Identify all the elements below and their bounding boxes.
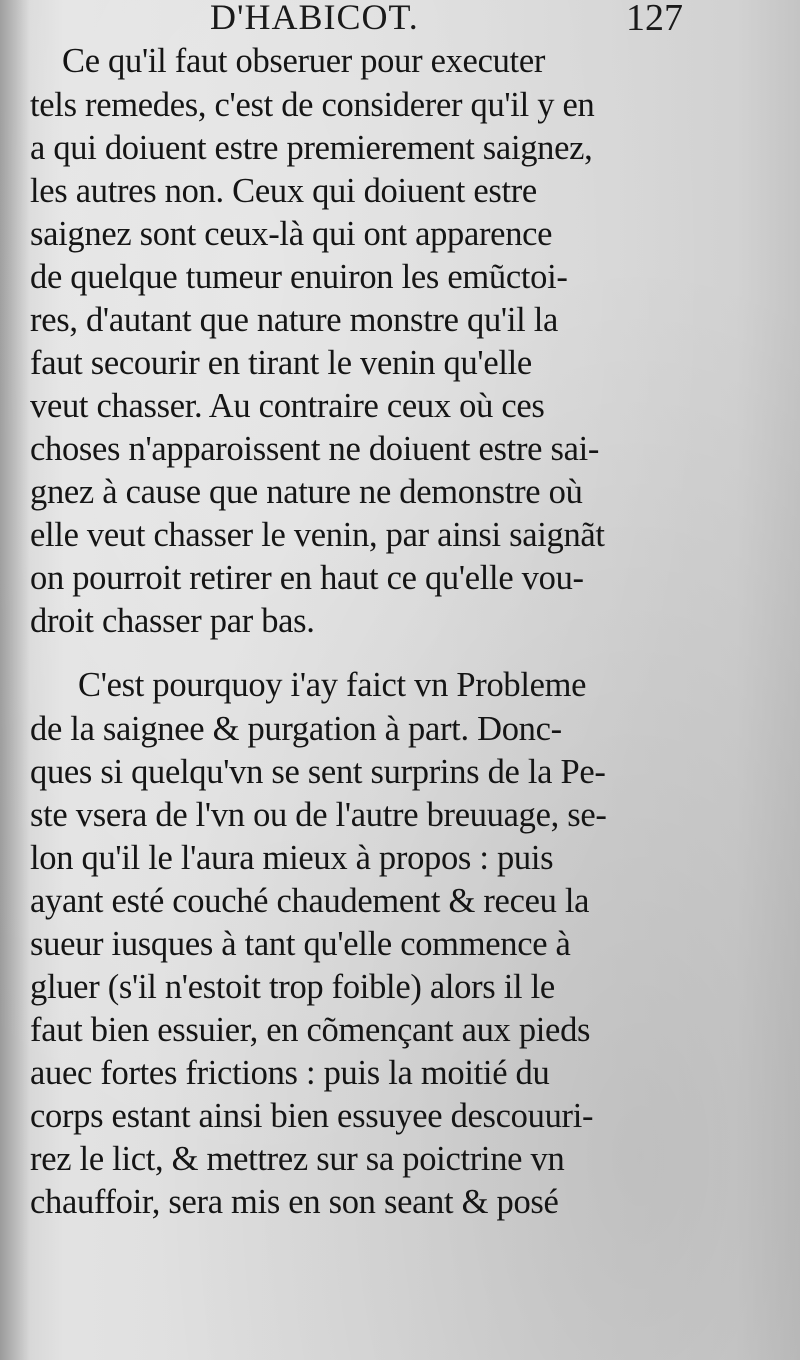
text-line-17: ques si quelqu'vn se sent surprins de la Pe- <box>30 753 606 791</box>
text-line-18: ste vsera de l'vn ou de l'autre breuuage, se- <box>30 796 607 834</box>
text-line-2: tels remedes, c'est de considerer qu'il y en <box>30 86 595 124</box>
text-line-12: elle veut chasser le venin, par ainsi saignãt <box>30 516 605 554</box>
running-head: D'HABICOT. <box>210 0 419 37</box>
text-line-5: saignez sont ceux-là qui ont apparence <box>30 215 553 253</box>
text-line-4: les autres non. Ceux qui doiuent estre <box>30 172 537 210</box>
text-line-27: chauffoir, sera mis en son seant & posé <box>30 1183 559 1221</box>
text-line-25: corps estant ainsi bien essuyee descouuri- <box>30 1097 594 1135</box>
text-line-21: sueur iusques à tant qu'elle commence à <box>30 925 571 963</box>
page-number: 127 <box>626 0 683 39</box>
text-line-23: faut bien essuier, en cõmençant aux pieds <box>30 1011 591 1049</box>
text-line-26: rez le lict, & mettrez sur sa poictrine vn <box>30 1140 565 1178</box>
page-header <box>0 0 800 40</box>
text-line-1: Ce qu'il faut obseruer pour executer <box>62 42 546 80</box>
text-line-11: gnez à cause que nature ne demonstre où <box>30 473 583 511</box>
text-line-24: auec fortes frictions : puis la moitié du <box>30 1054 550 1092</box>
text-line-16: de la saignee & purgation à part. Donc- <box>30 710 562 748</box>
text-line-22: gluer (s'il n'estoit trop foible) alors il le <box>30 968 555 1006</box>
text-line-3: a qui doiuent estre premierement saignez, <box>30 129 593 167</box>
text-line-7: res, d'autant que nature monstre qu'il la <box>30 301 559 339</box>
text-line-6: de quelque tumeur enuiron les emũctoi- <box>30 258 568 296</box>
text-line-20: ayant esté couché chaudement & receu la <box>30 882 590 920</box>
text-line-15: C'est pourquoy i'ay faict vn Probleme <box>78 666 587 704</box>
text-line-14: droit chasser par bas. <box>30 602 315 640</box>
text-line-13: on pourroit retirer en haut ce qu'elle vou- <box>30 559 584 597</box>
gutter-shadow <box>0 0 30 1360</box>
text-line-8: faut secourir en tirant le venin qu'elle <box>30 344 532 382</box>
text-line-10: choses n'apparoissent ne doiuent estre sai- <box>30 430 600 468</box>
text-line-9: veut chasser. Au contraire ceux où ces <box>30 387 545 425</box>
text-line-19: lon qu'il le l'aura mieux à propos : puis <box>30 839 554 877</box>
